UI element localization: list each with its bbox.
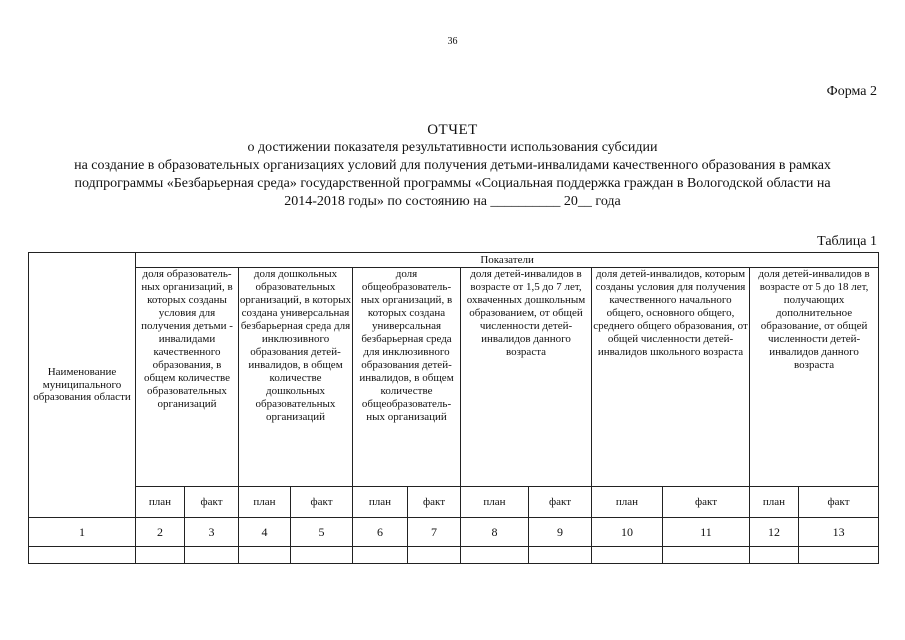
- plan-header: план: [750, 487, 799, 518]
- report-table: [28, 252, 879, 564]
- municipality-header: Наименование муниципального образования области: [29, 253, 136, 518]
- plan-header: план: [136, 487, 185, 518]
- empty-cell: [291, 547, 353, 564]
- table-label: Таблица 1: [817, 234, 877, 249]
- column-number: 7: [408, 518, 461, 547]
- empty-data-row: [29, 547, 879, 564]
- indicator-header: доля дошкольных образовательных организаций, в которых создана универсальная безбарьерная среда для инклюзивного образования детей-инвалидов, в общем количестве дошкольных образовательных организаций: [239, 268, 353, 487]
- indicators-header: Показатели: [136, 253, 879, 268]
- column-number: 8: [461, 518, 529, 547]
- empty-cell: [529, 547, 592, 564]
- empty-cell: [408, 547, 461, 564]
- plan-header: план: [592, 487, 663, 518]
- plan-header: план: [353, 487, 408, 518]
- indicator-header: доля детей-инвалидов, которым созданы условия для получения качественного начального общего, основного общего, среднего общего образования, от общей численности детей-инвалидов школьного возраста: [592, 268, 750, 487]
- column-number: 2: [136, 518, 185, 547]
- empty-cell: [239, 547, 291, 564]
- empty-cell: [136, 547, 185, 564]
- fact-header: факт: [529, 487, 592, 518]
- column-number: 4: [239, 518, 291, 547]
- report-title: ОТЧЕТ: [427, 122, 478, 138]
- fact-header: факт: [408, 487, 461, 518]
- column-number: 10: [592, 518, 663, 547]
- fact-header: факт: [799, 487, 879, 518]
- form-label: Форма 2: [826, 84, 877, 99]
- report-subtitle-line: на создание в образовательных организациях условий для получения детьми-инвалидами качественного образования в рамках: [74, 158, 831, 173]
- fact-header: факт: [291, 487, 353, 518]
- report-subtitle-line: о достижении показателя результативности использования субсидии: [247, 140, 658, 155]
- empty-cell: [799, 547, 879, 564]
- indicator-header: доля общеобразователь-ных организаций, в которых создана универсальная безбарьерная среда для инклюзивного образования детей-инвалидов, в общем количестве общеобразователь-ных организаций: [353, 268, 461, 487]
- indicator-header: доля детей-инвалидов в возрасте от 5 до 18 лет, получающих дополнительное образование, от общей численности детей-инвалидов данного возраста: [750, 268, 879, 487]
- page-number: 36: [447, 36, 458, 47]
- column-number: 5: [291, 518, 353, 547]
- column-number: 13: [799, 518, 879, 547]
- column-number: 6: [353, 518, 408, 547]
- empty-cell: [592, 547, 663, 564]
- column-number: 9: [529, 518, 592, 547]
- column-number-row: [29, 518, 879, 547]
- column-number: 12: [750, 518, 799, 547]
- column-number: 3: [185, 518, 239, 547]
- report-subtitle-line: 2014-2018 годы» по состоянию на __________ 20__ года: [284, 194, 621, 209]
- empty-cell: [353, 547, 408, 564]
- fact-header: факт: [185, 487, 239, 518]
- empty-cell: [750, 547, 799, 564]
- column-number: 1: [29, 518, 136, 547]
- report-subtitle-line: подпрограммы «Безбарьерная среда» государственной программы «Социальная поддержка граждан в Вологодской области на: [74, 176, 831, 191]
- plan-header: план: [239, 487, 291, 518]
- empty-cell: [29, 547, 136, 564]
- empty-cell: [663, 547, 750, 564]
- empty-cell: [185, 547, 239, 564]
- fact-header: факт: [663, 487, 750, 518]
- indicator-header: доля образователь-ных организаций, в которых созданы условия для получения детьми - инвалидами качественного образования, в общем количестве образовательных организаций: [136, 268, 239, 487]
- indicator-header: доля детей-инвалидов в возрасте от 1,5 до 7 лет, охваченных дошкольным образованием, от общей численности детей-инвалидов данного возраста: [461, 268, 592, 487]
- plan-header: план: [461, 487, 529, 518]
- empty-cell: [461, 547, 529, 564]
- column-number: 11: [663, 518, 750, 547]
